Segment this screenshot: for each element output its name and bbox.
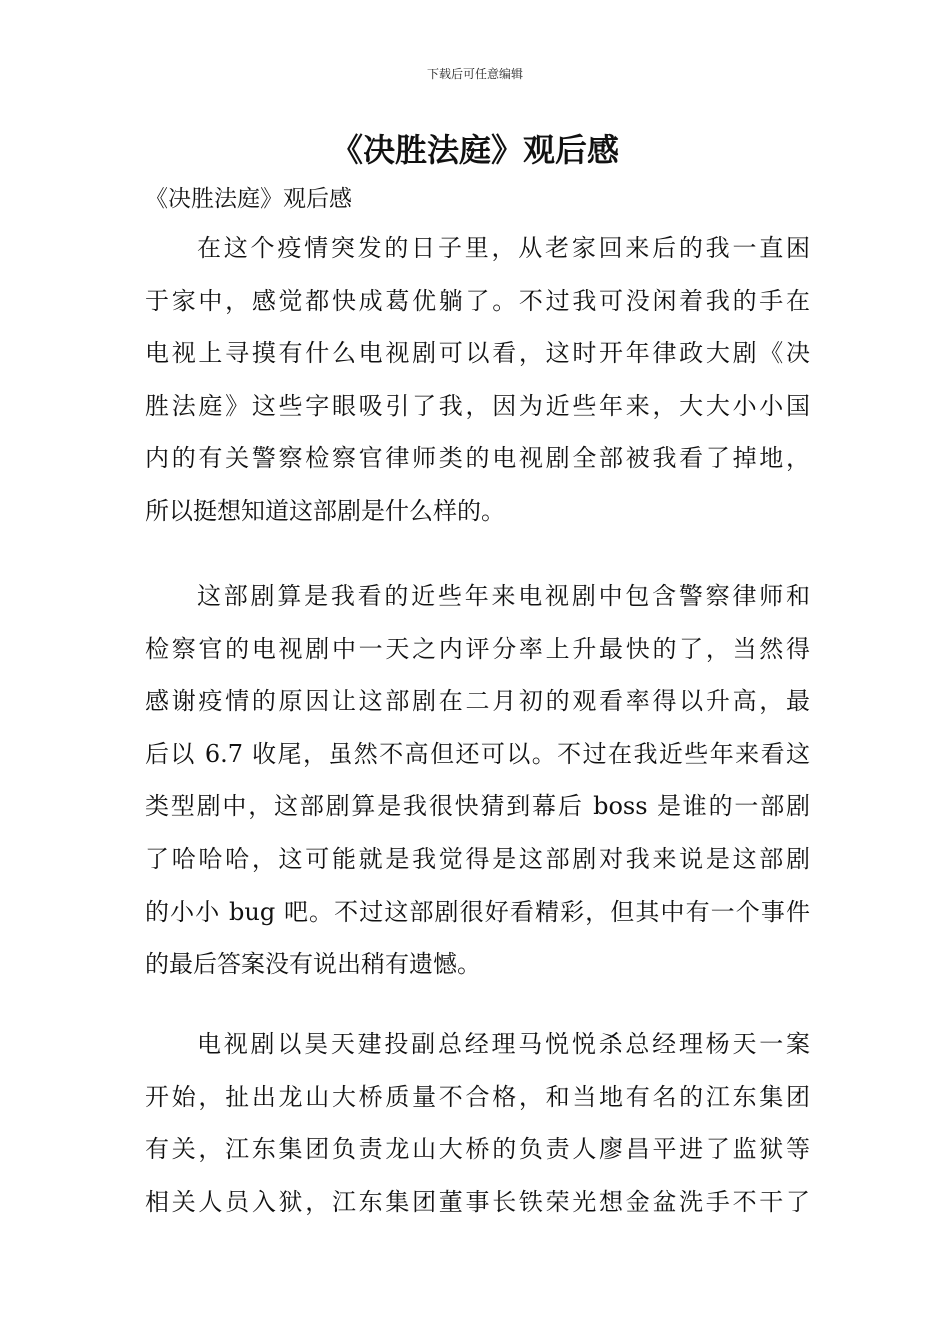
paragraph-line: 类型剧中，这部剧算是我很快猜到幕后 boss 是谁的一部剧 <box>145 792 810 821</box>
paragraph-line: 这部剧算是我看的近些年来电视剧中包含警察律师和 <box>197 582 810 610</box>
paragraph-line: 在这个疫情突发的日子里，从老家回来后的我一直困 <box>197 234 810 262</box>
paragraph-line: 开始，扯出龙山大桥质量不合格，和当地有名的江东集团 <box>145 1082 810 1111</box>
paragraph-line: 后以 6.7 收尾，虽然不高但还可以。不过在我近些年来看这 <box>145 739 810 768</box>
paragraph-line: 了哈哈哈，这可能就是我觉得是这部剧对我来说是这部剧 <box>145 844 810 873</box>
paragraph-2 <box>145 570 810 991</box>
paragraph-3 <box>145 1018 810 1228</box>
paragraph-line: 的小小 bug 吧。不过这部剧很好看精彩，但其中有一个事件 <box>145 897 810 926</box>
paragraph-line: 电视上寻摸有什么电视剧可以看，这时开年律政大剧《决 <box>145 339 810 368</box>
paragraph-line: 有关，江东集团负责龙山大桥的负责人廖昌平进了监狱等 <box>145 1135 810 1164</box>
paragraph-1 <box>145 222 810 538</box>
paragraph-line: 相关人员入狱，江东集团董事长铁荣光想金盆洗手不干了 <box>145 1187 810 1216</box>
paragraph-line: 于家中，感觉都快成葛优躺了。不过我可没闲着我的手在 <box>145 286 810 315</box>
paragraph-line: 所以挺想知道这部剧是什么样的。 <box>145 496 505 525</box>
subtitle: 《决胜法庭》观后感 <box>145 186 352 212</box>
paragraph-line: 胜法庭》这些字眼吸引了我，因为近些年来，大大小小国 <box>145 391 810 420</box>
header-note: 下载后可任意编辑 <box>426 67 523 81</box>
paragraph-line: 电视剧以昊天建投副总经理马悦悦杀总经理杨天一案 <box>197 1030 810 1058</box>
page-title: 《决胜法庭》观后感 <box>330 131 619 169</box>
paragraph-line: 感谢疫情的原因让这部剧在二月初的观看率得以升高，最 <box>145 687 810 716</box>
paragraph-line: 内的有关警察检察官律师类的电视剧全部被我看了掉地， <box>145 444 810 473</box>
paragraph-line: 检察官的电视剧中一天之内评分率上升最快的了，当然得 <box>145 634 810 663</box>
paragraph-line: 的最后答案没有说出稍有遗憾。 <box>145 950 481 979</box>
